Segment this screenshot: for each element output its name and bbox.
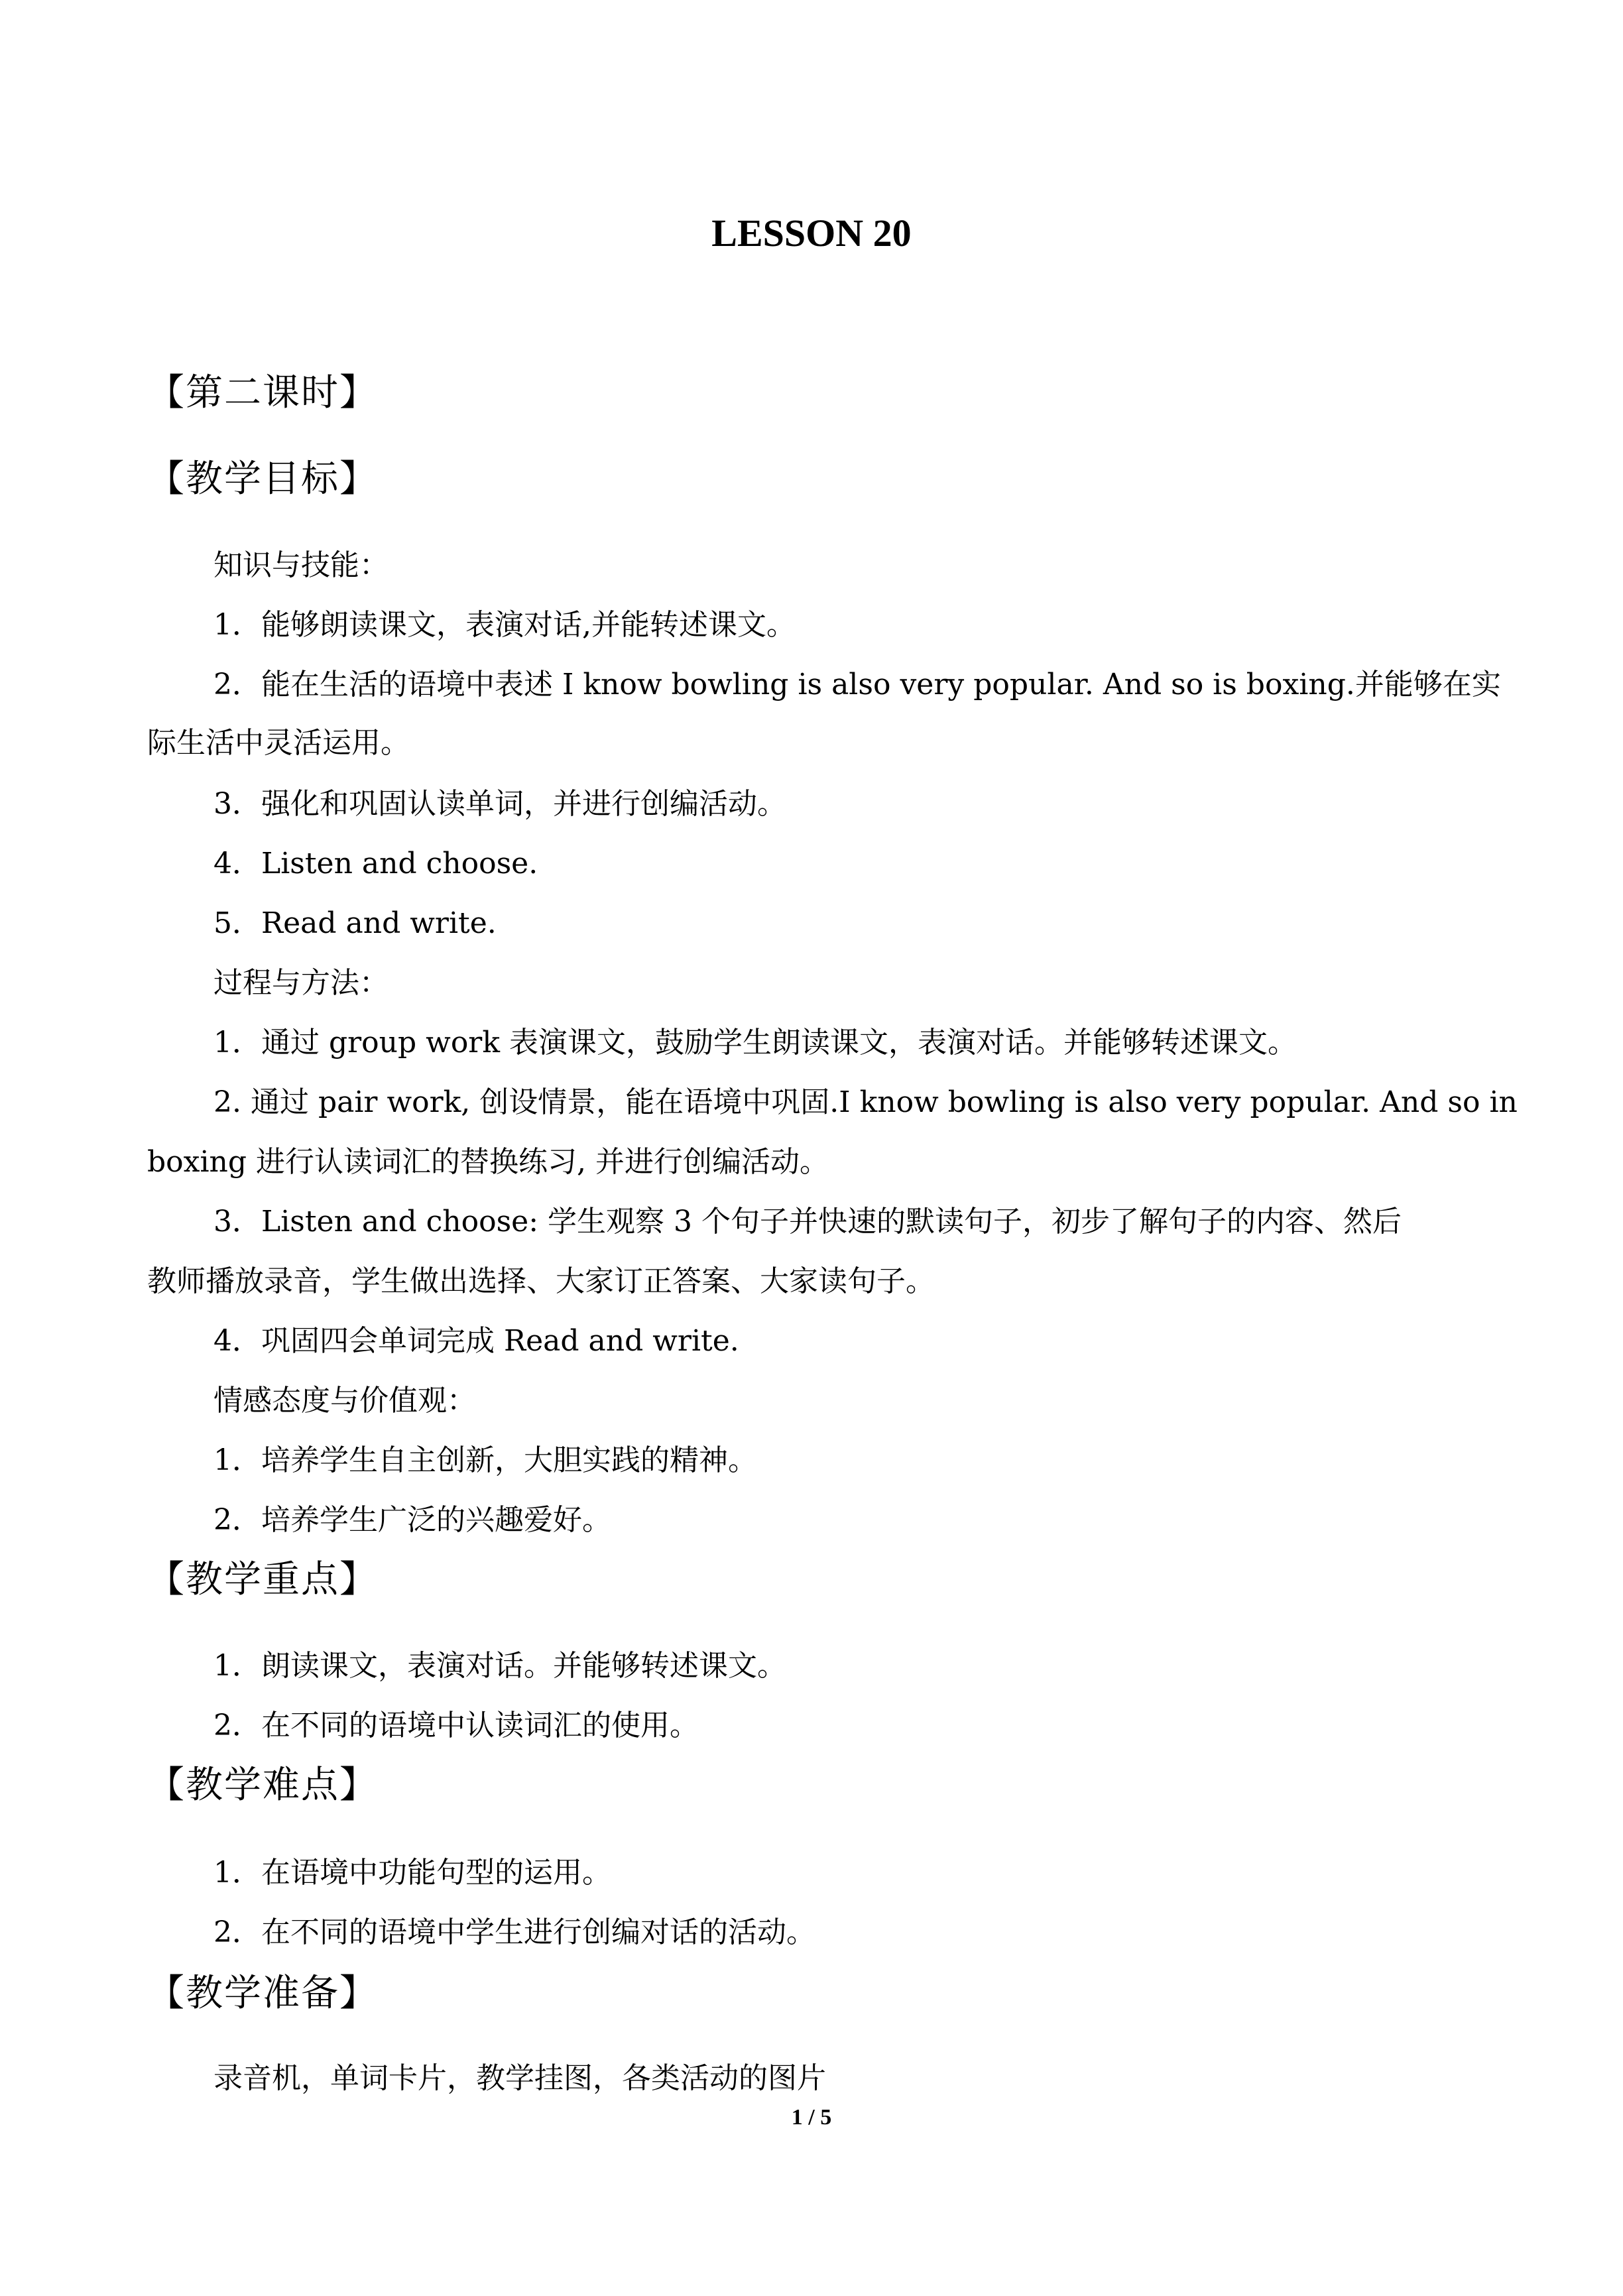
difficulties-heading: 【教学难点】 xyxy=(147,1764,378,1807)
objective-p2-line1: 2. 通过 pair work, 创设情景，能在语境中巩固.I know bowling is also very popular. And so in xyxy=(213,1085,1518,1119)
objective-k2-line1: 2．能在生活的语境中表述 I know bowling is also very popular. And so is boxing.并能够在实 xyxy=(213,668,1501,701)
key-points-heading: 【教学重点】 xyxy=(147,1558,378,1601)
difficulty-2: 2．在不同的语境中学生进行创编对话的活动。 xyxy=(213,1915,815,1949)
period-heading: 【第二课时】 xyxy=(147,371,378,414)
objective-e1: 1．培养学生自主创新，大胆实践的精神。 xyxy=(213,1443,757,1477)
objectives-heading: 【教学目标】 xyxy=(147,457,378,501)
objective-p2-line2: boxing 进行认读词汇的替换练习, 并进行创编活动。 xyxy=(147,1145,829,1179)
lesson-title: LESSON 20 xyxy=(711,211,912,255)
knowledge-label: 知识与技能： xyxy=(213,548,389,582)
process-label: 过程与方法： xyxy=(213,966,389,1000)
emotion-label: 情感态度与价值观： xyxy=(213,1384,476,1418)
objective-p4: 4．巩固四会单词完成 Read and write. xyxy=(213,1324,739,1358)
objective-k4: 4．Listen and choose. xyxy=(213,847,538,880)
objective-p3-line2: 教师播放录音，学生做出选择、大家订正答案、大家读句子。 xyxy=(147,1264,935,1298)
objective-k2-line2: 际生活中灵活运用。 xyxy=(147,726,410,760)
objective-k3: 3．强化和巩固认读单词，并进行创编活动。 xyxy=(213,787,786,821)
objective-p1: 1．通过 group work 表演课文，鼓励学生朗读课文，表演对话。并能够转述课文。 xyxy=(213,1026,1297,1059)
preparation-heading: 【教学准备】 xyxy=(147,1972,378,2015)
difficulty-1: 1．在语境中功能句型的运用。 xyxy=(213,1856,611,1890)
key-point-2: 2．在不同的语境中认读词汇的使用。 xyxy=(213,1709,699,1742)
preparation-text: 录音机，单词卡片，教学挂图，各类活动的图片 xyxy=(213,2061,826,2095)
page-number: 1 / 5 xyxy=(791,2105,832,2130)
objective-k1: 1．能够朗读课文，表演对话,并能转述课文。 xyxy=(213,608,796,642)
objective-e2: 2．培养学生广泛的兴趣爱好。 xyxy=(213,1503,611,1537)
objective-k5: 5．Read and write. xyxy=(213,906,497,940)
objective-p3-line1: 3．Listen and choose: 学生观察 3 个句子并快速的默读句子，初步了解句子的内容、然后 xyxy=(213,1205,1402,1239)
key-point-1: 1．朗读课文，表演对话。并能够转述课文。 xyxy=(213,1649,786,1683)
